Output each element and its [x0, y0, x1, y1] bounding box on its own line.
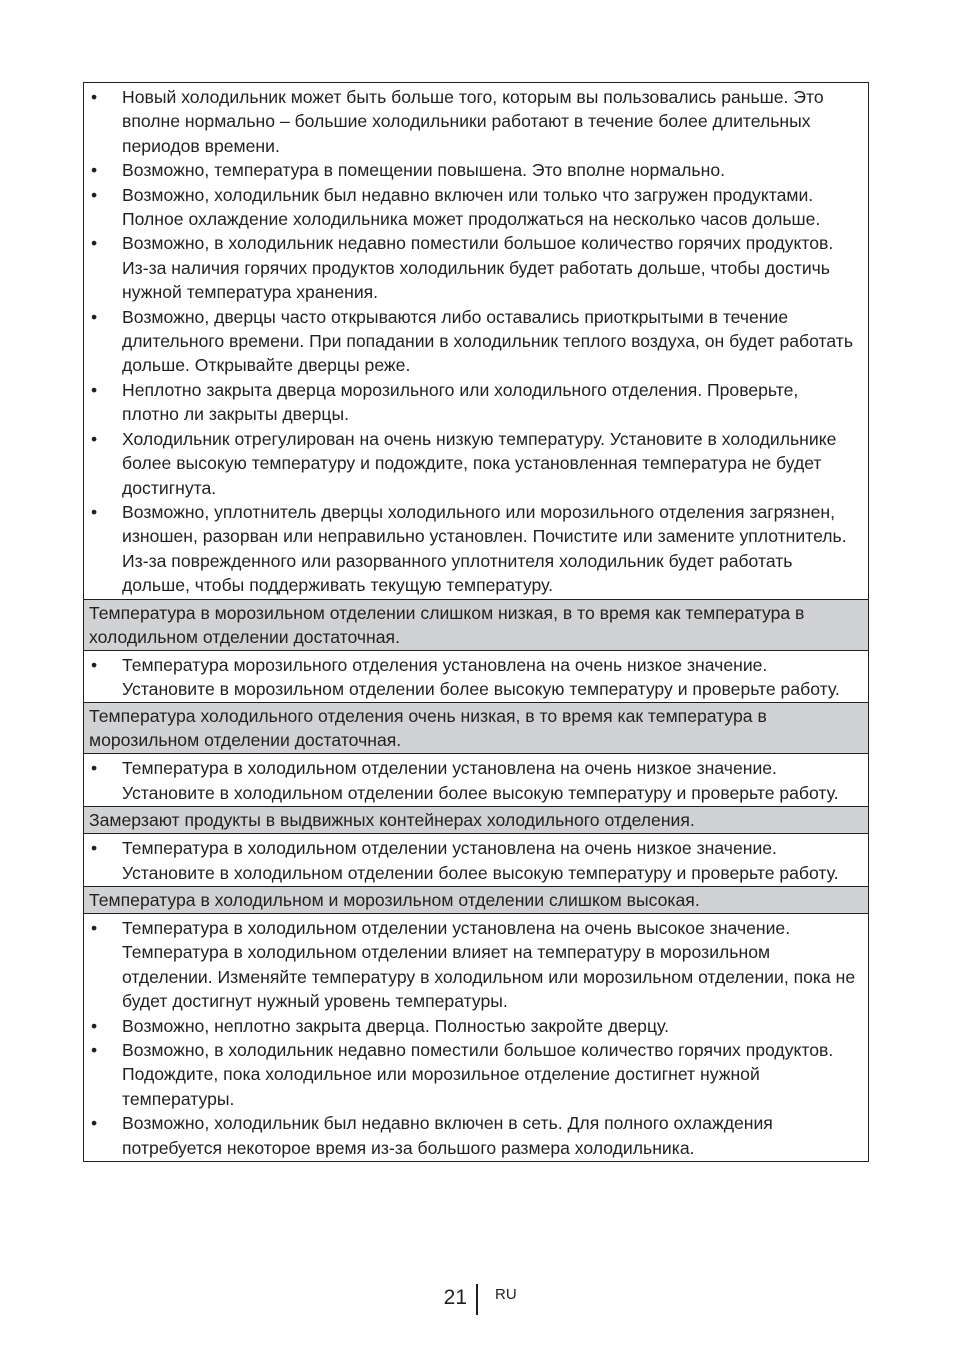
list-item-text: Температура в холодильном отделении установлена на очень низкое значение. Установите в холодильном отделении более высокую температуру и проверьте работу.: [122, 838, 839, 883]
list-item: [89, 836, 860, 885]
list-item: [89, 158, 860, 182]
list-item: [89, 85, 860, 158]
bullet-marker: •: [91, 1040, 98, 1060]
list-item-text: Температура в холодильном отделении установлена на очень низкое значение. Установите в холодильном отделении более высокую температуру и проверьте работу.: [122, 758, 839, 803]
bullet-marker: •: [91, 1015, 98, 1036]
section-heading: Температура в холодильном и морозильном отделении слишком высокая.: [84, 886, 868, 914]
list-item: [89, 1014, 860, 1038]
footer-divider: [476, 1284, 478, 1315]
language-code: RU: [495, 1286, 517, 1303]
list-item: [89, 183, 860, 232]
bullet-marker: •: [91, 160, 98, 181]
list-item-text: Температура в холодильном отделении установлена на очень высокое значение. Температура в холодильном отделении влияет на температуру в морозильном отделении. Изменяйте температуру в холодильном или морозильном отделении, пока не будет достигнут нужный уровень температуры.: [122, 917, 856, 1012]
bullet-marker: •: [91, 758, 98, 779]
bullet-marker: •: [91, 87, 98, 107]
page-number: 21: [443, 1286, 467, 1309]
list-item-text: Температура морозильного отделения установлена на очень низкое значение. Установите в морозильном отделении более высокую температуру и проверьте работу.: [122, 654, 840, 699]
list-item-text: Возможно, неплотно закрыта дверца. Полностью закройте дверцу.: [122, 1015, 669, 1036]
section-heading: Температура холодильного отделения очень низкая, в то время как температура в морозильном отделении достаточная.: [84, 702, 868, 754]
bullet-marker: •: [91, 306, 98, 327]
bullet-list: [84, 651, 868, 703]
list-item-text: Холодильник отрегулирован на очень низкую температуру. Установите в холодильнике более высокую температуру и подождите, пока установленная температура не будет достигнута.: [122, 428, 837, 498]
bullet-marker: •: [91, 838, 98, 859]
bullet-list: [84, 914, 868, 1161]
list-item: [89, 305, 860, 378]
list-item-text: Возможно, холодильник был недавно включен в сеть. Для полного охлаждения потребуется некоторое время из-за большого размера холодильника.: [122, 1113, 773, 1158]
list-item: [89, 653, 860, 702]
list-item: [89, 1038, 860, 1111]
bullet-marker: •: [91, 379, 98, 400]
list-item-text: Новый холодильник может быть больше того, которым вы пользовались раньше. Это вполне нормально – большие холодильники работают в течение более длительных периодов времени.: [122, 87, 824, 156]
list-item: [89, 500, 860, 598]
bullet-marker: •: [91, 1113, 98, 1134]
troubleshooting-table: [83, 82, 869, 1162]
bullet-marker: •: [91, 233, 98, 254]
list-item-text: Возможно, дверцы часто открываются либо оставались приоткрытыми в течение длительного времени. При попадании в холодильник теплого воздуха, он будет работать дольше. Открывайте дверцы реже.: [122, 306, 853, 376]
section-heading: Температура в морозильном отделении слишком низкая, в то время как температура в холодильном отделении достаточная.: [84, 599, 868, 651]
section-heading: Замерзают продукты в выдвижных контейнерах холодильного отделения.: [84, 806, 868, 834]
bullet-list: [84, 834, 868, 886]
list-item: [89, 916, 860, 1014]
list-item-text: Возможно, температура в помещении повышена. Это вполне нормально.: [122, 160, 725, 181]
list-item-text: Возможно, холодильник был недавно включен или только что загружен продуктами. Полное охлаждение холодильника может продолжаться на несколько часов дольше.: [122, 184, 821, 230]
list-item: [89, 378, 860, 427]
bullet-marker: •: [91, 428, 98, 449]
list-item: [89, 756, 860, 805]
bullet-marker: •: [91, 654, 98, 675]
list-item-text: Неплотно закрыта дверца морозильного или холодильного отделения. Проверьте, плотно ли закрыты дверцы.: [122, 379, 799, 425]
list-item: [89, 427, 860, 500]
bullet-marker: •: [91, 184, 98, 205]
list-item: [89, 231, 860, 304]
bullet-marker: •: [91, 917, 98, 938]
page-footer: [0, 1282, 954, 1318]
list-item-text: Возможно, в холодильник недавно поместили большое количество горячих продуктов. Из-за наличия горячих продуктов холодильник будет работать дольше, чтобы достичь нужной температура хранения.: [122, 233, 834, 303]
list-item: [89, 1111, 860, 1160]
bullet-list: [84, 754, 868, 806]
bullet-marker: •: [91, 501, 98, 522]
bullet-list: [84, 83, 868, 599]
list-item-text: Возможно, в холодильник недавно поместили большое количество горячих продуктов. Подождите, пока холодильное или морозильное отделение достигнет нужной температуры.: [122, 1040, 834, 1109]
list-item-text: Возможно, уплотнитель дверцы холодильного или морозильного отделения загрязнен, изношен, разорван или неправильно установлен. Почистите или замените уплотнитель. Из-за поврежденного или разорванного уплотнителя холодильник будет работать дольше, чтобы поддерживать текущую температуру.: [122, 501, 847, 596]
